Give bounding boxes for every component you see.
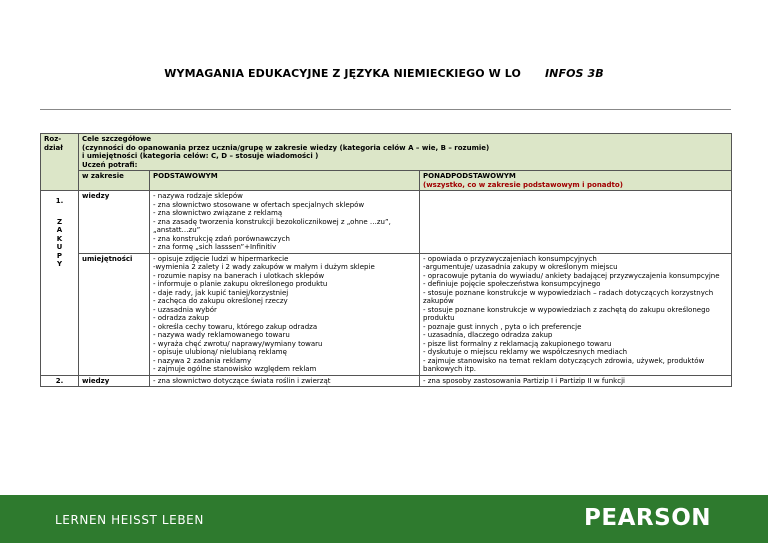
- list-item: - opracowuje pytania do wywiadu/ ankiety badającej przyzwyczajenia konsumpcyjne: [423, 271, 720, 280]
- section-letter: Z: [56, 217, 63, 226]
- list-item: - odradza zakup: [153, 314, 209, 322]
- list-item: - informuje o planie zakupu określonego produktu: [153, 280, 328, 288]
- wiedzy-basic-list: [153, 192, 416, 252]
- section-2-label: [41, 375, 79, 387]
- section-1-label: [41, 191, 79, 376]
- list-item: - zna zasadę tworzenia konstrukcji bezokolicznikowej z „ohne …zu”, „anstatt…zu”: [153, 217, 391, 234]
- list-item: - dyskutuje o miejscu reklamy we współczesnych mediach: [423, 348, 628, 356]
- table-subheader-row: [41, 171, 732, 191]
- section-letter: Y: [56, 260, 63, 268]
- section-1-umiejetnosci-row: [41, 253, 732, 375]
- list-item: - poznaje gust innych , pyta o ich preferencje: [423, 322, 582, 331]
- ponadpodstawowym-header: [420, 171, 732, 191]
- list-item: - nazywa rodzaje sklepów: [153, 192, 243, 200]
- list-item: - określa cechy towaru, którego zakup odradza: [153, 322, 318, 331]
- title-series: INFOS 3B: [544, 67, 604, 80]
- section-1-wiedzy-row: [41, 191, 732, 254]
- list-item: - rozumie napisy na banerach i ulotkach sklepów: [153, 271, 325, 280]
- umiejetnosci-basic-cell: [150, 253, 420, 375]
- cele-line: Cele szczegółowe: [82, 135, 152, 143]
- list-item: - uzasadnia wybór: [153, 305, 217, 314]
- section-number: 2.: [55, 376, 64, 385]
- list-item: -wymienia 2 zalety i 2 wady zakupów w małym i dużym sklepie: [153, 263, 375, 271]
- table-header-row: [41, 134, 732, 171]
- list-item: - zajmuje ogólne stanowisko względem reklam: [153, 365, 317, 373]
- ponadpodstawowym-label: PONADPODSTAWOWYM: [423, 172, 516, 180]
- list-item: - zajmuje stanowisko na temat reklam dotyczących zdrowia, używek, produktów bankowych itp.: [423, 356, 705, 373]
- list-item: - uzasadnia, dlaczego odradza zakup: [423, 331, 553, 339]
- footer-banner: [0, 495, 768, 543]
- wiedzy-ponad-cell: [420, 191, 732, 254]
- w-zakresie-header: w zakresie: [79, 171, 150, 191]
- section-letter: K: [56, 234, 63, 243]
- wiedzy-label: wiedzy: [79, 191, 150, 254]
- umiejetnosci-ponad-list: [423, 255, 728, 374]
- footer-slogan: LERNEN HEISST LEBEN: [55, 513, 204, 527]
- title-main: WYMAGANIA EDUKACYJNE Z JĘZYKA NIEMIECKIEGO W LO: [164, 67, 521, 80]
- umiejetnosci-ponad-cell: [420, 253, 732, 375]
- list-item: - opisuje zdjęcie ludzi w hipermarkecie: [153, 254, 289, 263]
- list-item: - zna formę „sich lasssen”+Infinitiv: [153, 243, 277, 251]
- section-letter: P: [56, 251, 63, 260]
- requirements-table: [40, 133, 732, 387]
- list-item: - definiuje pojęcie społeczeństwa konsumpcyjnego: [423, 280, 601, 288]
- list-item: -argumentuje/ uzasadnia zakupy w określonym miejscu: [423, 263, 618, 271]
- cele-line: i umiejętności (kategoria celów: C, D – stosuje wiadomości ): [82, 152, 319, 160]
- ponadpodstawowym-note: (wszystko, co w zakresie podstawowym i ponadto): [423, 180, 623, 189]
- list-item: - nazywa wady reklamowanego towaru: [153, 331, 290, 339]
- list-item: - pisze list formalny z reklamacją zakupionego towaru: [423, 339, 612, 348]
- list-item: - stosuje poznane konstrukcje w wypowiedziach – radach dotyczących korzystnych zakupów: [423, 288, 714, 305]
- list-item: - nazywa 2 zadania reklamy: [153, 356, 252, 365]
- cele-header: [79, 134, 732, 171]
- umiejetnosci-basic-list: [153, 255, 416, 374]
- col-rozdzial-header: Roz- dział: [41, 134, 79, 191]
- section-2-basic-cell: - zna słownictwo dotyczące świata roślin i zwierząt: [150, 375, 420, 387]
- cele-line: Uczeń potrafi:: [82, 160, 138, 169]
- document-title: [0, 67, 768, 80]
- list-item: - zna słownictwo związane z reklamą: [153, 209, 283, 217]
- list-item: - opowiada o przyzwyczajeniach konsumpcyjnych: [423, 254, 597, 263]
- list-item: - zna konstrukcję zdań porównawczych: [153, 234, 290, 243]
- list-item: - stosuje poznane konstrukcje w wypowiedziach z zachętą do zakupu określonego produktu: [423, 305, 710, 322]
- section-2-ponad-cell: - zna sposoby zastosowania Partizip I i Partizip II w funkcji: [420, 375, 732, 387]
- pearson-logo: PEARSON: [584, 505, 711, 531]
- podstawowym-header: PODSTAWOWYM: [150, 171, 420, 191]
- wiedzy-label: wiedzy: [79, 375, 150, 387]
- list-item: - zna słownictwo stosowane w ofertach specjalnych sklepów: [153, 200, 365, 209]
- list-item: - wyraża chęć zwrotu/ naprawy/wymiany towaru: [153, 339, 323, 348]
- umiejetnosci-label: umiejętności: [79, 253, 150, 375]
- list-item: - daje rady, jak kupić taniej/korzystniej: [153, 288, 289, 297]
- section-number: 1.: [55, 197, 64, 205]
- wiedzy-basic-cell: [150, 191, 420, 254]
- section-2-wiedzy-row: [41, 375, 732, 387]
- list-item: - zachęca do zakupu określonej rzeczy: [153, 297, 288, 305]
- header-rule: [40, 109, 731, 110]
- section-letter: U: [56, 243, 63, 251]
- section-letter: A: [56, 226, 63, 234]
- cele-line: (czynności do opanowania przez ucznia/grupę w zakresie wiedzy (kategoria celów A – wie, B – rozumie): [82, 143, 490, 152]
- list-item: - opisuje ulubioną/ nielubianą reklamę: [153, 348, 287, 356]
